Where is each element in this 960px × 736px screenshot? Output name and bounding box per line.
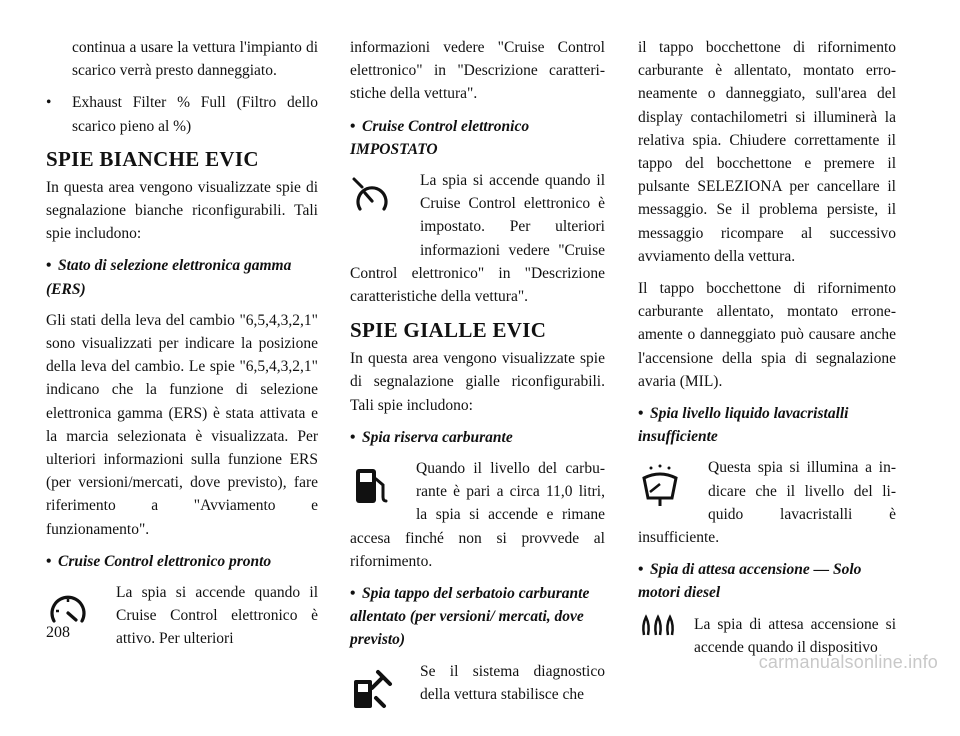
page-number: 208 bbox=[46, 624, 70, 641]
intro-yellow: In questa area vengono visualizzate spie di segnalazione gialle riconfigurabili. Tali spie includono: bbox=[350, 350, 605, 414]
watermark: carmanualsonline.info bbox=[758, 652, 938, 672]
cruise-ready-paragraph bbox=[46, 581, 318, 651]
cruise-set-title-text: Cruise Control elettronico IMPOSTATO bbox=[350, 117, 530, 158]
glow-title bbox=[638, 558, 896, 604]
fuel-title bbox=[350, 426, 605, 449]
bullet-exhaust-filter-text: Exhaust Filter % Full (Filtro dello scarico pieno al %) bbox=[72, 94, 318, 135]
fuel-title-text: Spia riserva carburante bbox=[362, 428, 513, 446]
bullet-dot: • bbox=[638, 561, 644, 579]
column-middle bbox=[350, 36, 605, 736]
cruise-ready-title bbox=[46, 550, 318, 573]
fuel-pump-icon bbox=[350, 463, 410, 511]
washer-title bbox=[638, 402, 896, 448]
washer-paragraph bbox=[638, 456, 896, 549]
continued-text-middle: informazioni vedere "Cruise Control elettronico" in "Descrizione caratteristiche della vettura". bbox=[350, 39, 605, 103]
cruise-set-text: La spia si accende quando il Cruise Control elettronico è impostato. Per ulteriori informazioni vedere "Cruise Control elettronico" in "Descrizione caratteristiche della vettura". bbox=[350, 172, 605, 306]
ers-text: Gli stati della leva del cambio "6,5,4,3,2,1" sono visualizzati per indicare la posizione della leva del cambio. Le spie "6,5,4,3,2,1" indicano che la funzione di selezione elettronica gamma (ERS) è stata attivata e la marcia selezionata è visualizzata. Per ulteriori informazioni sulla funzione ERS (per versioni/mercati, dove previsto), fare riferimento a "Avviamento e funzionamento". bbox=[46, 311, 318, 538]
intro-white: In questa area vengono visualizzate spie di segnalazione bianche riconfigurabili. Tali spie includono: bbox=[46, 178, 318, 243]
column-left bbox=[46, 36, 318, 660]
cap-text: Se il sistema diagnostico della vettura stabilisce che bbox=[420, 662, 605, 703]
column-right bbox=[638, 36, 896, 668]
bullet-dot: • bbox=[46, 257, 52, 275]
ers-title-text: Stato di selezione elettronica gamma (ERS) bbox=[46, 257, 292, 298]
bullet-dot: • bbox=[638, 405, 644, 423]
cruise-ready-text: La spia si accende quando il Cruise Control elettronico è attivo. Per ulteriori bbox=[116, 584, 318, 648]
cap-paragraph-2: Il tappo bocchettone di rifornimento carburante allentato, montato erroneamente o danneggiato può causare anche l'accensione della spia di segnalazione avaria (MIL). bbox=[638, 280, 896, 390]
bullet-exhaust-filter bbox=[46, 91, 318, 137]
bullet-dot: • bbox=[46, 94, 52, 112]
glow-plug-icon bbox=[638, 613, 688, 643]
cruise-set-icon bbox=[350, 175, 414, 245]
cap-continued: il tappo bocchettone di rifornimento carburante è allentato, montato erroneamente o danneggiato, sull'area del display contachilometri si illuminerà la relativa spia. Chiudere correttamente il tappo del bocchettone e premere il pulsante SELEZIONA per cancellare il messaggio. Se il problema persiste, il messaggio ricompare al successivo avviamento della vettura. bbox=[638, 39, 896, 265]
bullet-dot: • bbox=[350, 117, 356, 135]
fuel-paragraph bbox=[350, 457, 605, 573]
glow-text: La spia di attesa accensione si accende quando il dispositivo bbox=[694, 615, 896, 656]
cruise-set-title bbox=[350, 115, 605, 161]
heading-white-evic: SPIE BIANCHE EVIC bbox=[46, 146, 259, 171]
washer-title-text: Spia livello liquido lavacristalli insufficiente bbox=[638, 405, 849, 446]
cap-title-text: Spia tappo del serbatoio carburante allentato (per versioni/ mercati, dove previsto) bbox=[350, 585, 590, 649]
cruise-ready-title-text: Cruise Control elettronico pronto bbox=[58, 552, 272, 570]
ers-title bbox=[46, 254, 318, 300]
cruise-set-paragraph bbox=[350, 169, 605, 308]
washer-fluid-icon bbox=[638, 462, 702, 510]
washer-text: Questa spia si illumina a indicare che il livello del liquido lavacristalli è insufficiente. bbox=[638, 459, 896, 547]
bullet-dot: • bbox=[350, 428, 356, 446]
continued-text: continua a usare la vettura l'impianto di scarico verrà presto danneggiato. bbox=[72, 39, 318, 80]
fuel-text: Quando il livello del carburante è pari a circa 11,0 litri, la spia si accende e rimane accesa finché non si provvede al rifornimento. bbox=[350, 460, 605, 570]
glow-title-text: Spia di attesa accensione — Solo motori diesel bbox=[638, 561, 862, 602]
bullet-dot: • bbox=[350, 585, 356, 603]
heading-yellow-evic: SPIE GIALLE EVIC bbox=[350, 318, 547, 343]
cap-paragraph bbox=[350, 660, 605, 706]
bullet-dot: • bbox=[46, 552, 52, 570]
cap-title bbox=[350, 582, 605, 652]
fuel-cap-icon bbox=[350, 666, 414, 736]
